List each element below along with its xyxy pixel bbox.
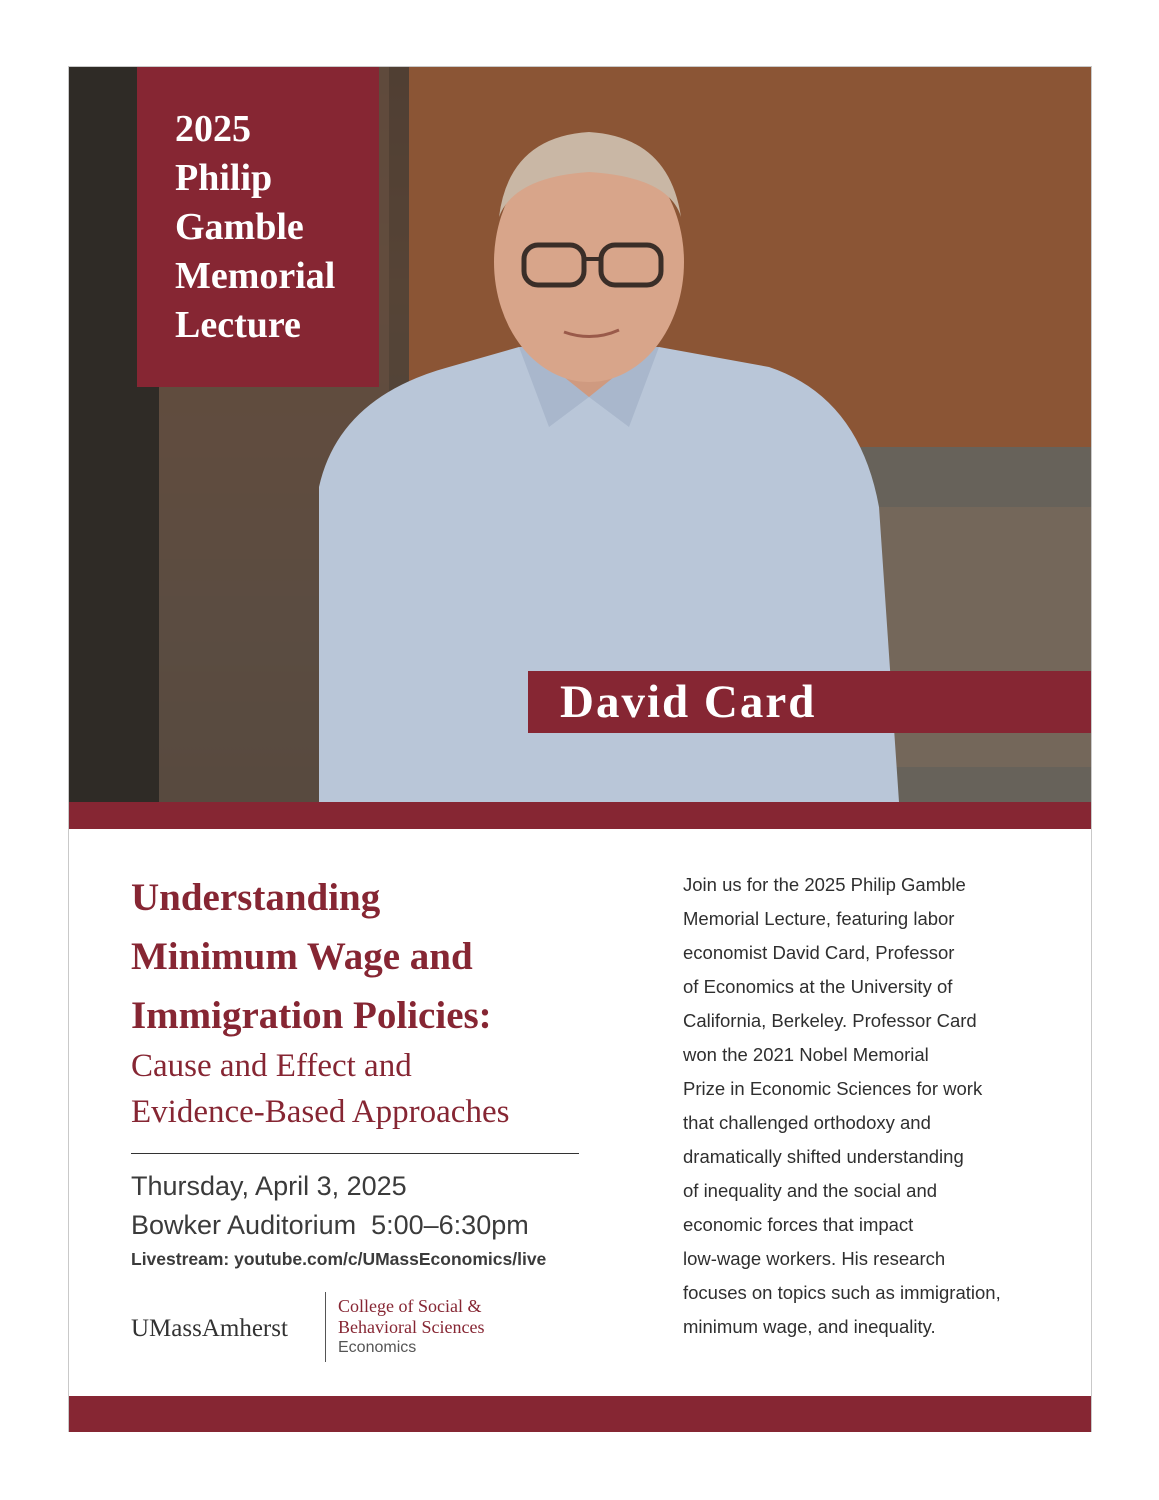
description-line: that challenged orthodoxy and xyxy=(683,1112,931,1133)
description-line: low-wage workers. His research xyxy=(683,1248,946,1269)
department-name: Economics xyxy=(338,1339,417,1356)
lecture-title-line: Immigration Policies: xyxy=(131,994,492,1037)
description-line: of Economics at the University of xyxy=(683,976,953,997)
description-line: dramatically shifted understanding xyxy=(683,1146,964,1167)
series-title-line: Memorial xyxy=(175,255,336,297)
series-title-line: Philip xyxy=(175,157,273,199)
speaker-name-banner xyxy=(528,671,1091,733)
lecture-subtitle xyxy=(131,1043,601,1135)
series-title-line: Gamble xyxy=(175,206,304,248)
horizontal-rule xyxy=(131,1153,579,1154)
college-name xyxy=(338,1296,484,1338)
description-line: Prize in Economic Sciences for work xyxy=(683,1078,983,1099)
event-description xyxy=(683,868,1063,1344)
livestream-link[interactable]: Livestream: youtube.com/c/UMassEconomics/live xyxy=(131,1249,547,1269)
series-title-line: Lecture xyxy=(175,304,301,346)
description-line: Memorial Lecture, featuring labor xyxy=(683,908,955,929)
description-line: economic forces that impact xyxy=(683,1214,914,1235)
college-name-line: Behavioral Sciences xyxy=(338,1317,485,1337)
event-date: Thursday, April 3, 2025 xyxy=(131,1171,407,1201)
series-title-line: 2025 xyxy=(175,108,251,150)
description-line: Join us for the 2025 Philip Gamble xyxy=(683,874,966,895)
description-line: focuses on topics such as immigration, xyxy=(683,1282,1001,1303)
umass-amherst-logo: UMassAmherst xyxy=(131,1315,288,1342)
description-line: economist David Card, Professor xyxy=(683,942,955,963)
lecture-subtitle-line: Evidence-Based Approaches xyxy=(131,1094,510,1130)
lecture-series-title-box xyxy=(137,67,379,387)
event-venue-time: Bowker Auditorium 5:00–6:30pm xyxy=(131,1210,529,1240)
footer-band xyxy=(69,1396,1091,1432)
lecture-title-line: Understanding xyxy=(131,876,381,919)
divider-band xyxy=(69,802,1091,829)
logo-divider xyxy=(325,1292,326,1362)
description-line: won the 2021 Nobel Memorial xyxy=(683,1044,929,1065)
lecture-title xyxy=(131,868,601,1045)
description-line: of inequality and the social and xyxy=(683,1180,938,1201)
description-line: minimum wage, and inequality. xyxy=(683,1316,936,1337)
description-line: California, Berkeley. Professor Card xyxy=(683,1010,977,1031)
lecture-subtitle-line: Cause and Effect and xyxy=(131,1048,412,1084)
lecture-title-line: Minimum Wage and xyxy=(131,935,473,978)
speaker-name: David Card xyxy=(560,676,817,728)
college-name-line: College of Social & xyxy=(338,1296,482,1316)
